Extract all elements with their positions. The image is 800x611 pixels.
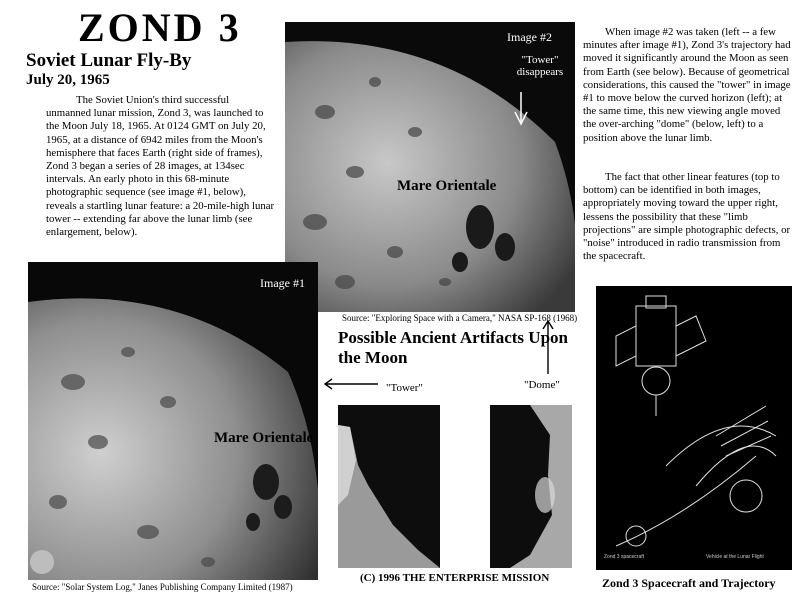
image-1-label: Image #1 [260, 276, 305, 290]
mare-orientale-label-1: Mare Orientale [214, 430, 314, 446]
image-2-label: Image #2 [507, 30, 552, 44]
page-title: ZOND 3 [78, 5, 242, 50]
spacecraft-tiny-label-left: Zond 3 spacecraft [604, 554, 645, 560]
mission-date: July 20, 1965 [26, 72, 110, 88]
mare-orientale-label-2: Mare Orientale [397, 178, 497, 194]
dome-label: "Dome" [524, 379, 560, 391]
tower-disappears-note: "Tower" disappears [516, 54, 564, 78]
tower-label: "Tower" [386, 382, 423, 394]
dome-arrow-icon [540, 318, 556, 376]
spacecraft-trajectory-diagram [596, 286, 792, 570]
image-1-source: Source: "Solar System Log," Janes Publishing Company Limited (1987) [32, 582, 293, 592]
intro-paragraph: The Soviet Union's third successful unmanned lunar mission, Zond 3, was launched to the Moon July 18, 1965. At 0124 GMT on July 20, 1965, at a distance of 6942 miles from the Moon's hemisphere that faces Earth (right side of frames), Zond 3 began a series of 28 images, at 134sec intervals. An early photo in this 68-minute photographic sequence (see image #1, below), reveals a startling lunar feature: a 20-mile-high lunar tower -- extending far above the lunar limb (see enlargement, below). [46, 94, 275, 239]
tower-enlargement [338, 405, 440, 568]
spacecraft-tiny-label-right: Vehicle at the Lunar Flight [706, 554, 764, 560]
copyright-notice: (C) 1996 THE ENTERPRISE MISSION [360, 572, 550, 584]
lunar-image-1 [28, 262, 318, 580]
spacecraft-caption: Zond 3 Spacecraft and Trajectory [602, 576, 776, 590]
right-paragraph-1: When image #2 was taken (left -- a few minutes after image #1), Zond 3's trajectory had moved it significantly around the Moon as seen from Earth (see below). Because of geometrical considerations, this caused the "tower" in image #1 to move below the curved horizon (left); at the same time, this new viewing angle moved the over-arching "dome" (below, left) to a position above the lunar limb. [583, 26, 791, 144]
tower-arrow-icon [320, 376, 380, 392]
dome-enlargement [490, 405, 572, 568]
right-paragraph-2: The fact that other linear features (top to bottom) can be identified in both images, appropriately moving toward the upper right, lessens the possibility that these "limb projections" are simple photographic defects, or "noise" introduced in radio transmission from the spacecraft. [583, 171, 791, 263]
image-2-source: Source: "Exploring Space with a Camera," NASA SP-168 (1968) [342, 313, 578, 323]
artifacts-headline: Possible Ancient Artifacts Upon the Moon [338, 328, 568, 367]
page-subtitle: Soviet Lunar Fly-By [26, 50, 192, 71]
